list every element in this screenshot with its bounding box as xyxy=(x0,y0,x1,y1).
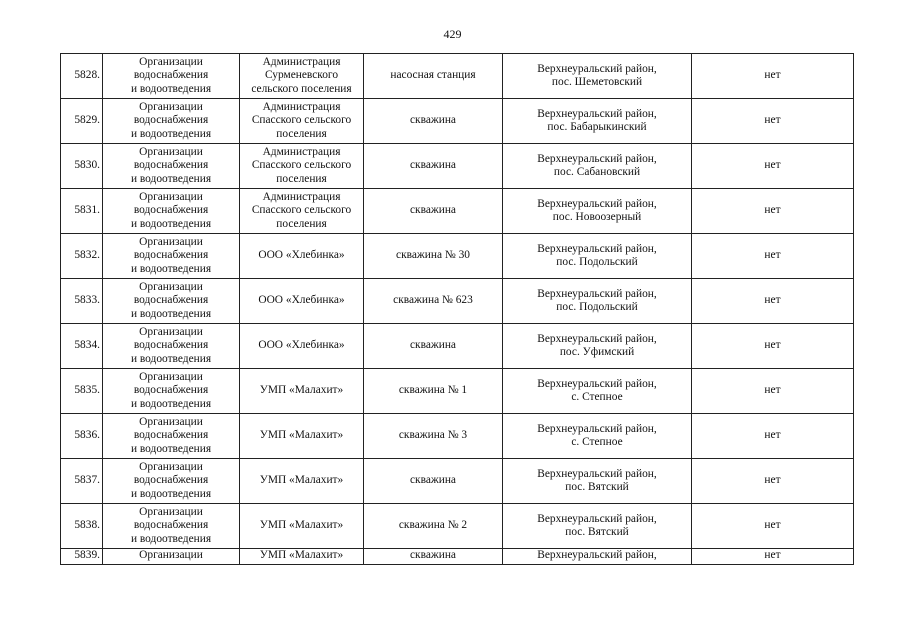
flag-value: нет xyxy=(764,249,781,262)
flag-cell xyxy=(692,144,854,189)
row-number-cell xyxy=(61,549,103,565)
owner-cell xyxy=(240,369,364,414)
address-line: пос. Уфимский xyxy=(559,346,635,358)
owner-line: УМП «Малахит» xyxy=(259,549,344,561)
organization-type-line: водоснабжения xyxy=(133,249,209,262)
object-name: скважина xyxy=(410,549,456,561)
owner-line: ООО «Хлебинка» xyxy=(258,294,345,307)
organization-type-cell xyxy=(103,504,240,549)
owner-cell xyxy=(240,414,364,459)
owner-line: поселения xyxy=(276,172,327,185)
organization-type-line: водоснабжения xyxy=(133,294,209,307)
object-cell xyxy=(364,189,503,234)
organization-type-line: Организации xyxy=(139,56,203,69)
organization-type-line: и водоотведения xyxy=(130,82,212,95)
address-cell xyxy=(503,324,692,369)
organization-type-line: Организации xyxy=(139,101,203,114)
flag-cell xyxy=(692,279,854,324)
organization-type-line: и водоотведения xyxy=(130,172,212,185)
organization-type-cell xyxy=(103,369,240,414)
table-row xyxy=(61,99,854,144)
organization-type-cell xyxy=(103,234,240,279)
organization-type-line: водоснабжения xyxy=(133,204,209,217)
flag-cell xyxy=(692,54,854,99)
row-number: 5828. xyxy=(74,69,100,82)
owner-cell xyxy=(240,504,364,549)
flag-value: нет xyxy=(764,384,781,397)
owner-line: поселения xyxy=(276,127,327,140)
object-cell xyxy=(364,504,503,549)
object-name: скважина № 2 xyxy=(398,519,468,532)
flag-value: нет xyxy=(764,204,781,217)
owner-line: сельского поселения xyxy=(251,82,352,95)
flag-cell xyxy=(692,414,854,459)
address-line: с. Степное xyxy=(571,436,623,448)
table-row xyxy=(61,324,854,369)
row-number-cell xyxy=(61,279,103,324)
organization-type-line: и водоотведения xyxy=(130,262,212,275)
owner-cell xyxy=(240,54,364,99)
address-line: Верхнеуральский район, xyxy=(537,549,657,561)
row-number: 5829. xyxy=(74,114,100,127)
address-line: пос. Подольский xyxy=(556,256,638,268)
organization-type-line: водоснабжения xyxy=(133,339,209,352)
owner-line: Администрация xyxy=(262,56,341,69)
owner-cell xyxy=(240,234,364,279)
flag-cell xyxy=(692,234,854,279)
organization-type-line: и водоотведения xyxy=(130,532,212,545)
address-cell xyxy=(503,414,692,459)
table-row xyxy=(61,144,854,189)
address-line: Верхнеуральский район, xyxy=(537,332,657,345)
organization-type-line: Организации xyxy=(139,506,203,519)
table-row xyxy=(61,414,854,459)
address-cell xyxy=(503,504,692,549)
flag-cell xyxy=(692,459,854,504)
organization-type-line: водоснабжения xyxy=(133,69,209,82)
organization-type-cell xyxy=(103,459,240,504)
object-name: насосная станция xyxy=(390,69,476,82)
page-number: 429 xyxy=(443,27,462,41)
address-cell xyxy=(503,549,692,565)
table-row xyxy=(61,54,854,99)
object-name: скважина xyxy=(410,474,456,487)
address-cell xyxy=(503,144,692,189)
flag-cell xyxy=(692,99,854,144)
organization-type-cell xyxy=(103,549,240,565)
organization-type-line: и водоотведения xyxy=(130,397,212,410)
table-row xyxy=(61,504,854,549)
owner-cell xyxy=(240,99,364,144)
row-number: 5834. xyxy=(74,339,100,352)
object-cell xyxy=(364,279,503,324)
address-line: Верхнеуральский район, xyxy=(537,467,657,480)
owner-line: Спасского сельского xyxy=(251,114,352,127)
organization-type-cell xyxy=(103,54,240,99)
address-line: пос. Шеметовский xyxy=(551,76,643,88)
owner-line: УМП «Малахит» xyxy=(259,519,344,532)
organization-type-cell xyxy=(103,189,240,234)
organization-type-line: и водоотведения xyxy=(130,307,212,320)
address-line: пос. Бабарыкинский xyxy=(547,121,647,133)
organization-type-line: водоснабжения xyxy=(133,159,209,172)
organization-type-line: Организации xyxy=(139,416,203,429)
owner-line: Спасского сельского xyxy=(251,159,352,172)
owner-cell xyxy=(240,144,364,189)
owner-line: УМП «Малахит» xyxy=(259,474,344,487)
address-line: Верхнеуральский район, xyxy=(537,287,657,300)
table-row xyxy=(61,279,854,324)
row-number: 5831. xyxy=(74,204,100,217)
organization-type-line: Организации xyxy=(139,371,203,384)
owner-cell xyxy=(240,459,364,504)
flag-cell xyxy=(692,504,854,549)
organization-type-line: Организации xyxy=(139,281,203,294)
organization-type-line: и водоотведения xyxy=(130,442,212,455)
object-cell xyxy=(364,549,503,565)
organization-type-line: водоснабжения xyxy=(133,519,209,532)
address-line: Верхнеуральский район, xyxy=(537,197,657,210)
organization-type-line: Организации xyxy=(139,326,203,339)
table-row xyxy=(61,189,854,234)
object-name: скважина № 3 xyxy=(398,429,468,442)
row-number-cell xyxy=(61,459,103,504)
organization-type-line: водоснабжения xyxy=(133,474,209,487)
address-line: Верхнеуральский район, xyxy=(537,422,657,435)
owner-line: ООО «Хлебинка» xyxy=(258,339,345,352)
object-cell xyxy=(364,324,503,369)
address-cell xyxy=(503,369,692,414)
organization-type-cell xyxy=(103,414,240,459)
flag-value: нет xyxy=(764,519,781,532)
object-cell xyxy=(364,144,503,189)
row-number-cell xyxy=(61,504,103,549)
owner-cell xyxy=(240,324,364,369)
owner-cell xyxy=(240,549,364,565)
flag-value: нет xyxy=(764,114,781,127)
row-number-cell xyxy=(61,54,103,99)
organization-type-cell xyxy=(103,324,240,369)
row-number-cell xyxy=(61,369,103,414)
row-number-cell xyxy=(61,189,103,234)
owner-line: Сурменевского xyxy=(264,69,339,82)
organization-type-line: водоснабжения xyxy=(133,114,209,127)
address-cell xyxy=(503,99,692,144)
organization-type-line: водоснабжения xyxy=(133,429,209,442)
flag-value: нет xyxy=(764,474,781,487)
flag-value: нет xyxy=(764,549,781,561)
organization-type-line: Организации xyxy=(139,236,203,249)
organization-type-cell xyxy=(103,99,240,144)
row-number: 5833. xyxy=(74,294,100,307)
flag-value: нет xyxy=(764,339,781,352)
address-line: пос. Новоозерный xyxy=(552,211,642,223)
owner-line: Спасского сельского xyxy=(251,204,352,217)
row-number: 5835. xyxy=(74,384,100,397)
owner-line: Администрация xyxy=(262,191,341,204)
row-number: 5836. xyxy=(74,429,100,442)
address-line: Верхнеуральский район, xyxy=(537,62,657,75)
object-name: скважина № 1 xyxy=(398,384,468,397)
row-number-cell xyxy=(61,234,103,279)
organization-type-cell xyxy=(103,144,240,189)
table-row xyxy=(61,234,854,279)
owner-line: УМП «Малахит» xyxy=(259,429,344,442)
row-number-cell xyxy=(61,144,103,189)
flag-value: нет xyxy=(764,429,781,442)
flag-cell xyxy=(692,189,854,234)
owner-cell xyxy=(240,189,364,234)
address-line: пос. Вятский xyxy=(565,526,629,538)
address-cell xyxy=(503,234,692,279)
organization-type-line: и водоотведения xyxy=(130,217,212,230)
address-line: пос. Вятский xyxy=(565,481,629,493)
flag-value: нет xyxy=(764,69,781,82)
organization-type-line: и водоотведения xyxy=(130,487,212,500)
address-line: Верхнеуральский район, xyxy=(537,242,657,255)
address-cell xyxy=(503,459,692,504)
row-number: 5832. xyxy=(74,249,100,262)
organization-type-line: Организации xyxy=(139,549,203,561)
organization-type-line: водоснабжения xyxy=(133,384,209,397)
object-name: скважина № 623 xyxy=(393,294,473,307)
table-row xyxy=(61,459,854,504)
row-number-cell xyxy=(61,99,103,144)
table-row xyxy=(61,369,854,414)
object-name: скважина xyxy=(410,114,456,127)
flag-cell xyxy=(692,324,854,369)
object-name: скважина № 30 xyxy=(396,249,470,262)
flag-value: нет xyxy=(764,294,781,307)
owner-line: ООО «Хлебинка» xyxy=(258,249,345,262)
address-line: пос. Подольский xyxy=(556,301,638,313)
address-line: Верхнеуральский район, xyxy=(537,107,657,120)
address-line: Верхнеуральский район, xyxy=(537,152,657,165)
address-cell xyxy=(503,189,692,234)
row-number: 5838. xyxy=(74,519,100,532)
organization-type-line: Организации xyxy=(139,191,203,204)
address-line: Верхнеуральский район, xyxy=(537,512,657,525)
row-number-cell xyxy=(61,414,103,459)
object-cell xyxy=(364,414,503,459)
object-name: скважина xyxy=(410,204,456,217)
owner-line: Администрация xyxy=(262,146,341,159)
registry-table xyxy=(60,53,854,565)
organization-type-line: Организации xyxy=(139,461,203,474)
flag-value: нет xyxy=(764,159,781,172)
owner-line: поселения xyxy=(276,217,327,230)
row-number-cell xyxy=(61,324,103,369)
object-cell xyxy=(364,369,503,414)
row-number: 5839. xyxy=(74,549,100,561)
owner-cell xyxy=(240,279,364,324)
address-cell xyxy=(503,279,692,324)
row-number: 5837. xyxy=(74,474,100,487)
object-cell xyxy=(364,234,503,279)
object-cell xyxy=(364,459,503,504)
object-cell xyxy=(364,54,503,99)
organization-type-line: и водоотведения xyxy=(130,352,212,365)
object-name: скважина xyxy=(410,339,456,352)
row-number: 5830. xyxy=(74,159,100,172)
address-line: пос. Сабановский xyxy=(553,166,641,178)
registry-table-body xyxy=(61,54,854,565)
address-line: с. Степное xyxy=(571,391,623,403)
address-line: Верхнеуральский район, xyxy=(537,377,657,390)
flag-cell xyxy=(692,369,854,414)
organization-type-cell xyxy=(103,279,240,324)
flag-cell xyxy=(692,549,854,565)
object-cell xyxy=(364,99,503,144)
object-name: скважина xyxy=(410,159,456,172)
owner-line: Администрация xyxy=(262,101,341,114)
organization-type-line: и водоотведения xyxy=(130,127,212,140)
address-cell xyxy=(503,54,692,99)
table-row xyxy=(61,549,854,565)
organization-type-line: Организации xyxy=(139,146,203,159)
owner-line: УМП «Малахит» xyxy=(259,384,344,397)
